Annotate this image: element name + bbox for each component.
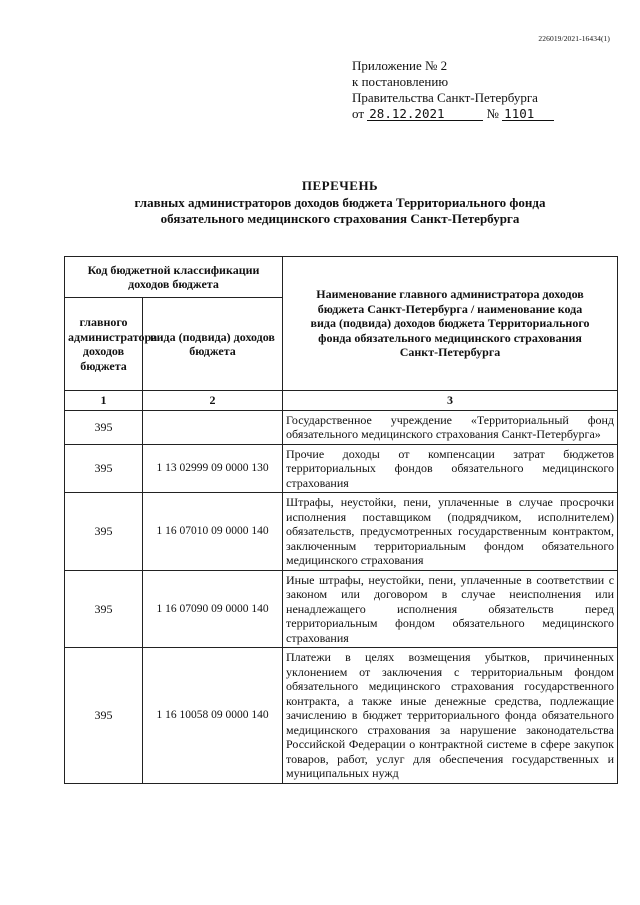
table-row [65,648,618,784]
table-row [65,570,618,648]
income-name-text: Государственное учреждение «Территориальный фонд обязательного медицинского страхования Санкт-Петербурга» [286,412,615,441]
income-name-text: Штрафы, неустойки, пени, уплаченные в случае просрочки исполнения поставщиком (подрядчиком, исполнителем) обязательств, предусмотренных государственным контрактом, заключенным территориальным фондом обязательного медицинского страхования [286,495,615,567]
col-number-3: 3 [283,391,618,411]
date-prefix: от [352,106,365,121]
attachment-line-3: Правительства Санкт-Петербурга [352,90,538,105]
resolution-date: 28.12.2021 [367,107,483,121]
document-title [60,178,620,227]
income-name [283,444,618,493]
income-code: 1 16 10058 09 0000 140 [143,648,283,784]
title-line-1: главных администраторов доходов бюджета Территориального фонда [134,195,546,210]
admin-code: 395 [65,444,143,493]
table-header-row-1 [65,257,618,298]
document-id: 226019/2021-16434(1) [538,34,610,43]
admin-code: 395 [65,410,143,444]
header-col-3: Наименование главного администратора доходов бюджета Санкт-Петербурга / наименование кода вида (подвида) доходов бюджета Территориального фонда обязательного медицинского страхования Санкт-Петербурга [283,257,618,391]
income-name [283,570,618,648]
header-col-2: вида (подвида) доходов бюджета [143,298,283,391]
attachment-line-1: Приложение № 2 [352,58,448,73]
col-number-1: 1 [65,391,143,411]
attachment-line-2: к постановлению [352,74,449,89]
admin-code: 395 [65,570,143,648]
resolution-number: 1101 [502,107,554,121]
income-name-text: Прочие доходы от компенсации затрат бюджетов территориальных фондов обязательного медицинского страхования [286,446,615,490]
income-code [143,410,283,444]
table-row [65,410,618,444]
number-prefix: № [486,106,499,121]
header-col-1: главного администратора доходов бюджета [65,298,143,391]
header-kbk-group: Код бюджетной классификации доходов бюджета [65,257,283,298]
table-row [65,444,618,493]
table-row [65,493,618,571]
income-name-text: Иные штрафы, неустойки, пени, уплаченные в соответствии с законом или договором в случае неисполнения или ненадлежащего исполнения обязательств перед территориальным фондом обязательного медицинского страхования [286,572,615,645]
attachment-date-row [352,106,612,122]
income-name-text: Платежи в целях возмещения убытков, причиненных уклонением от заключения с территориальным фондом обязательного медицинского страхования государственного контракта, а также иные денежные средства, подлежащие зачислению в бюджет территориального фонда обязательного медицинского страхования за нарушение законодательства Российской Федерации о контрактной системе в сфере закупок товаров, работ, услуг для обеспечения государственных и муниципальных нужд [286,650,615,780]
title-line-2: обязательного медицинского страхования Санкт-Петербурга [160,211,520,226]
income-code: 1 16 07010 09 0000 140 [143,493,283,571]
income-name [283,410,618,444]
col-number-2: 2 [143,391,283,411]
administrators-table [64,256,618,784]
admin-code: 395 [65,493,143,571]
table-number-row [65,391,618,411]
title-main: ПЕРЕЧЕНЬ [301,178,379,193]
income-name [283,493,618,571]
attachment-block [352,58,612,122]
income-name [283,648,618,784]
income-code: 1 16 07090 09 0000 140 [143,570,283,648]
income-code: 1 13 02999 09 0000 130 [143,444,283,493]
admin-code: 395 [65,648,143,784]
